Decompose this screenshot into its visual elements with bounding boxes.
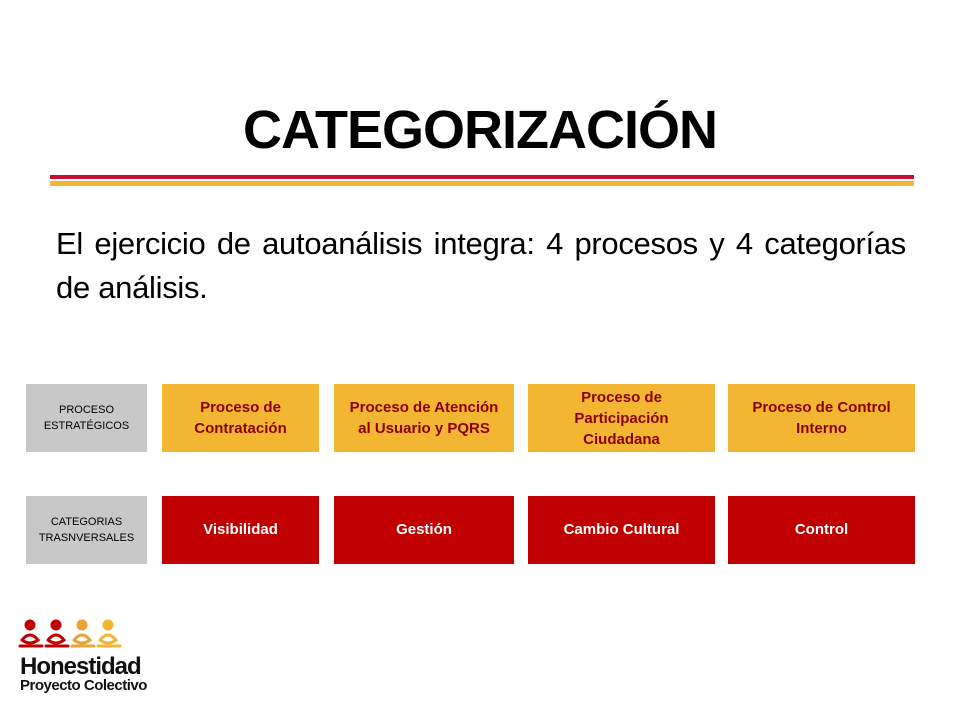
category-box-control: Control [728, 496, 915, 564]
category-box-cambio-cultural: Cambio Cultural [528, 496, 715, 564]
process-box-participacion: Proceso de Participación Ciudadana [528, 384, 715, 452]
logo-tagline: Proyecto Colectivo [20, 677, 147, 694]
process-row-header: PROCESO ESTRATÉGICOS [26, 384, 147, 452]
intro-text: El ejercicio de autoanálisis integra: 4 procesos y 4 categorías de análisis. [56, 226, 906, 305]
category-box-gestion: Gestión [334, 496, 514, 564]
title-rule-gold [50, 181, 914, 186]
logo-wordmark: Honestidad [20, 653, 141, 680]
title-rule-red [50, 175, 914, 179]
category-box-visibilidad: Visibilidad [162, 496, 319, 564]
process-box-contratacion: Proceso de Contratación [162, 384, 319, 452]
category-row-header: CATEGORIAS TRASNVERSALES [26, 496, 147, 564]
process-box-control-interno: Proceso de Control Interno [728, 384, 915, 452]
slide-title: CATEGORIZACIÓN [243, 100, 717, 160]
process-box-atencion-usuario: Proceso de Atención al Usuario y PQRS [334, 384, 514, 452]
